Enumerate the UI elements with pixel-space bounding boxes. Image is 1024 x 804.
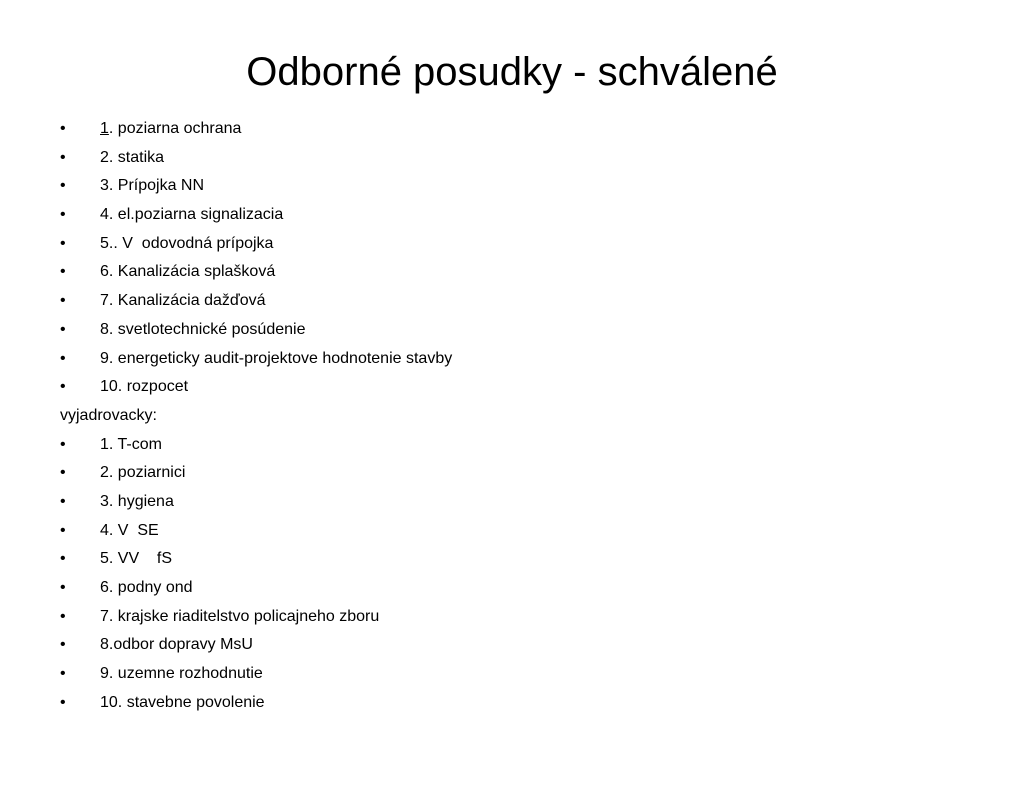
list-item-text: 6. Kanalizácia splašková xyxy=(100,263,276,281)
list-item xyxy=(60,545,960,574)
slide-title: Odborné posudky - schválené xyxy=(246,50,778,94)
section-heading xyxy=(60,402,960,431)
list-item xyxy=(60,345,960,374)
bullet-icon: • xyxy=(60,148,66,166)
bullet-icon: • xyxy=(60,320,66,338)
list-item xyxy=(60,660,960,689)
slide-content xyxy=(60,115,960,717)
list-item xyxy=(60,230,960,259)
list-item-number: 1 xyxy=(100,120,109,137)
list-item-label: . poziarna ochrana xyxy=(108,120,242,137)
list-item xyxy=(60,689,960,718)
list-item xyxy=(60,201,960,230)
bullet-icon: • xyxy=(60,550,66,568)
list-item xyxy=(60,517,960,546)
list-item-text: 9. energeticky audit-projektove hodnotenie stavby xyxy=(100,349,453,367)
list-item-text: 8. svetlotechnické posúdenie xyxy=(100,320,306,338)
bullet-icon: • xyxy=(60,120,66,137)
list-item xyxy=(60,144,960,173)
list-item-text: 7. Kanalizácia dažďová xyxy=(100,292,266,310)
bullet-icon: • xyxy=(60,263,66,281)
list-item-text: 2. statika xyxy=(100,148,165,166)
list-item-text: 4. el.poziarna signalizacia xyxy=(100,206,284,224)
list-item xyxy=(60,172,960,201)
list-item xyxy=(60,287,960,316)
list-item-text: 7. krajske riaditelstvo policajneho zboru xyxy=(100,607,380,625)
list-item-text: 6. podny ond xyxy=(100,579,193,596)
list-item xyxy=(60,316,960,345)
bullet-icon: • xyxy=(60,693,66,711)
list-item-text: 4. V SE xyxy=(100,521,159,539)
list-item-text: 8.odbor dopravy MsU xyxy=(100,636,253,654)
list-item-text: 10. stavebne povolenie xyxy=(100,693,265,711)
bullet-icon: • xyxy=(60,521,66,539)
list-item-text: 10. rozpocet xyxy=(100,378,189,396)
list-item xyxy=(60,488,960,517)
list-item-text: 9. uzemne rozhodnutie xyxy=(100,665,263,683)
bullet-icon: • xyxy=(60,292,66,310)
bullet-icon: • xyxy=(60,234,66,252)
list-item xyxy=(60,258,960,287)
list-item-text: 5.. V odovodná prípojka xyxy=(100,234,274,252)
bullet-icon: • xyxy=(60,579,66,596)
bullet-icon: • xyxy=(60,206,66,224)
list-item xyxy=(60,603,960,632)
section-heading-text: vyjadrovacky: xyxy=(60,406,157,424)
list-item xyxy=(60,574,960,603)
bullet-icon: • xyxy=(60,665,66,683)
bullet-icon: • xyxy=(60,607,66,625)
list-item xyxy=(60,459,960,488)
bullet-icon: • xyxy=(60,435,66,453)
list-item-text: 3. Prípojka NN xyxy=(100,177,205,195)
list-item-text: 5. VV fS xyxy=(100,550,173,568)
list-item xyxy=(60,431,960,460)
bullet-icon: • xyxy=(60,492,66,510)
list-item-text: 2. poziarnici xyxy=(100,464,186,482)
list-item xyxy=(60,373,960,402)
bullet-icon: • xyxy=(60,177,66,195)
list-item-text xyxy=(100,115,241,144)
bullet-icon: • xyxy=(60,378,66,396)
bullet-icon: • xyxy=(60,349,66,367)
bullet-icon: • xyxy=(60,464,66,482)
list-item xyxy=(60,115,960,144)
list-item-text: 3. hygiena xyxy=(100,492,174,510)
bullet-icon: • xyxy=(60,636,66,654)
list-item-text: 1. T-com xyxy=(100,435,162,453)
list-item xyxy=(60,631,960,660)
